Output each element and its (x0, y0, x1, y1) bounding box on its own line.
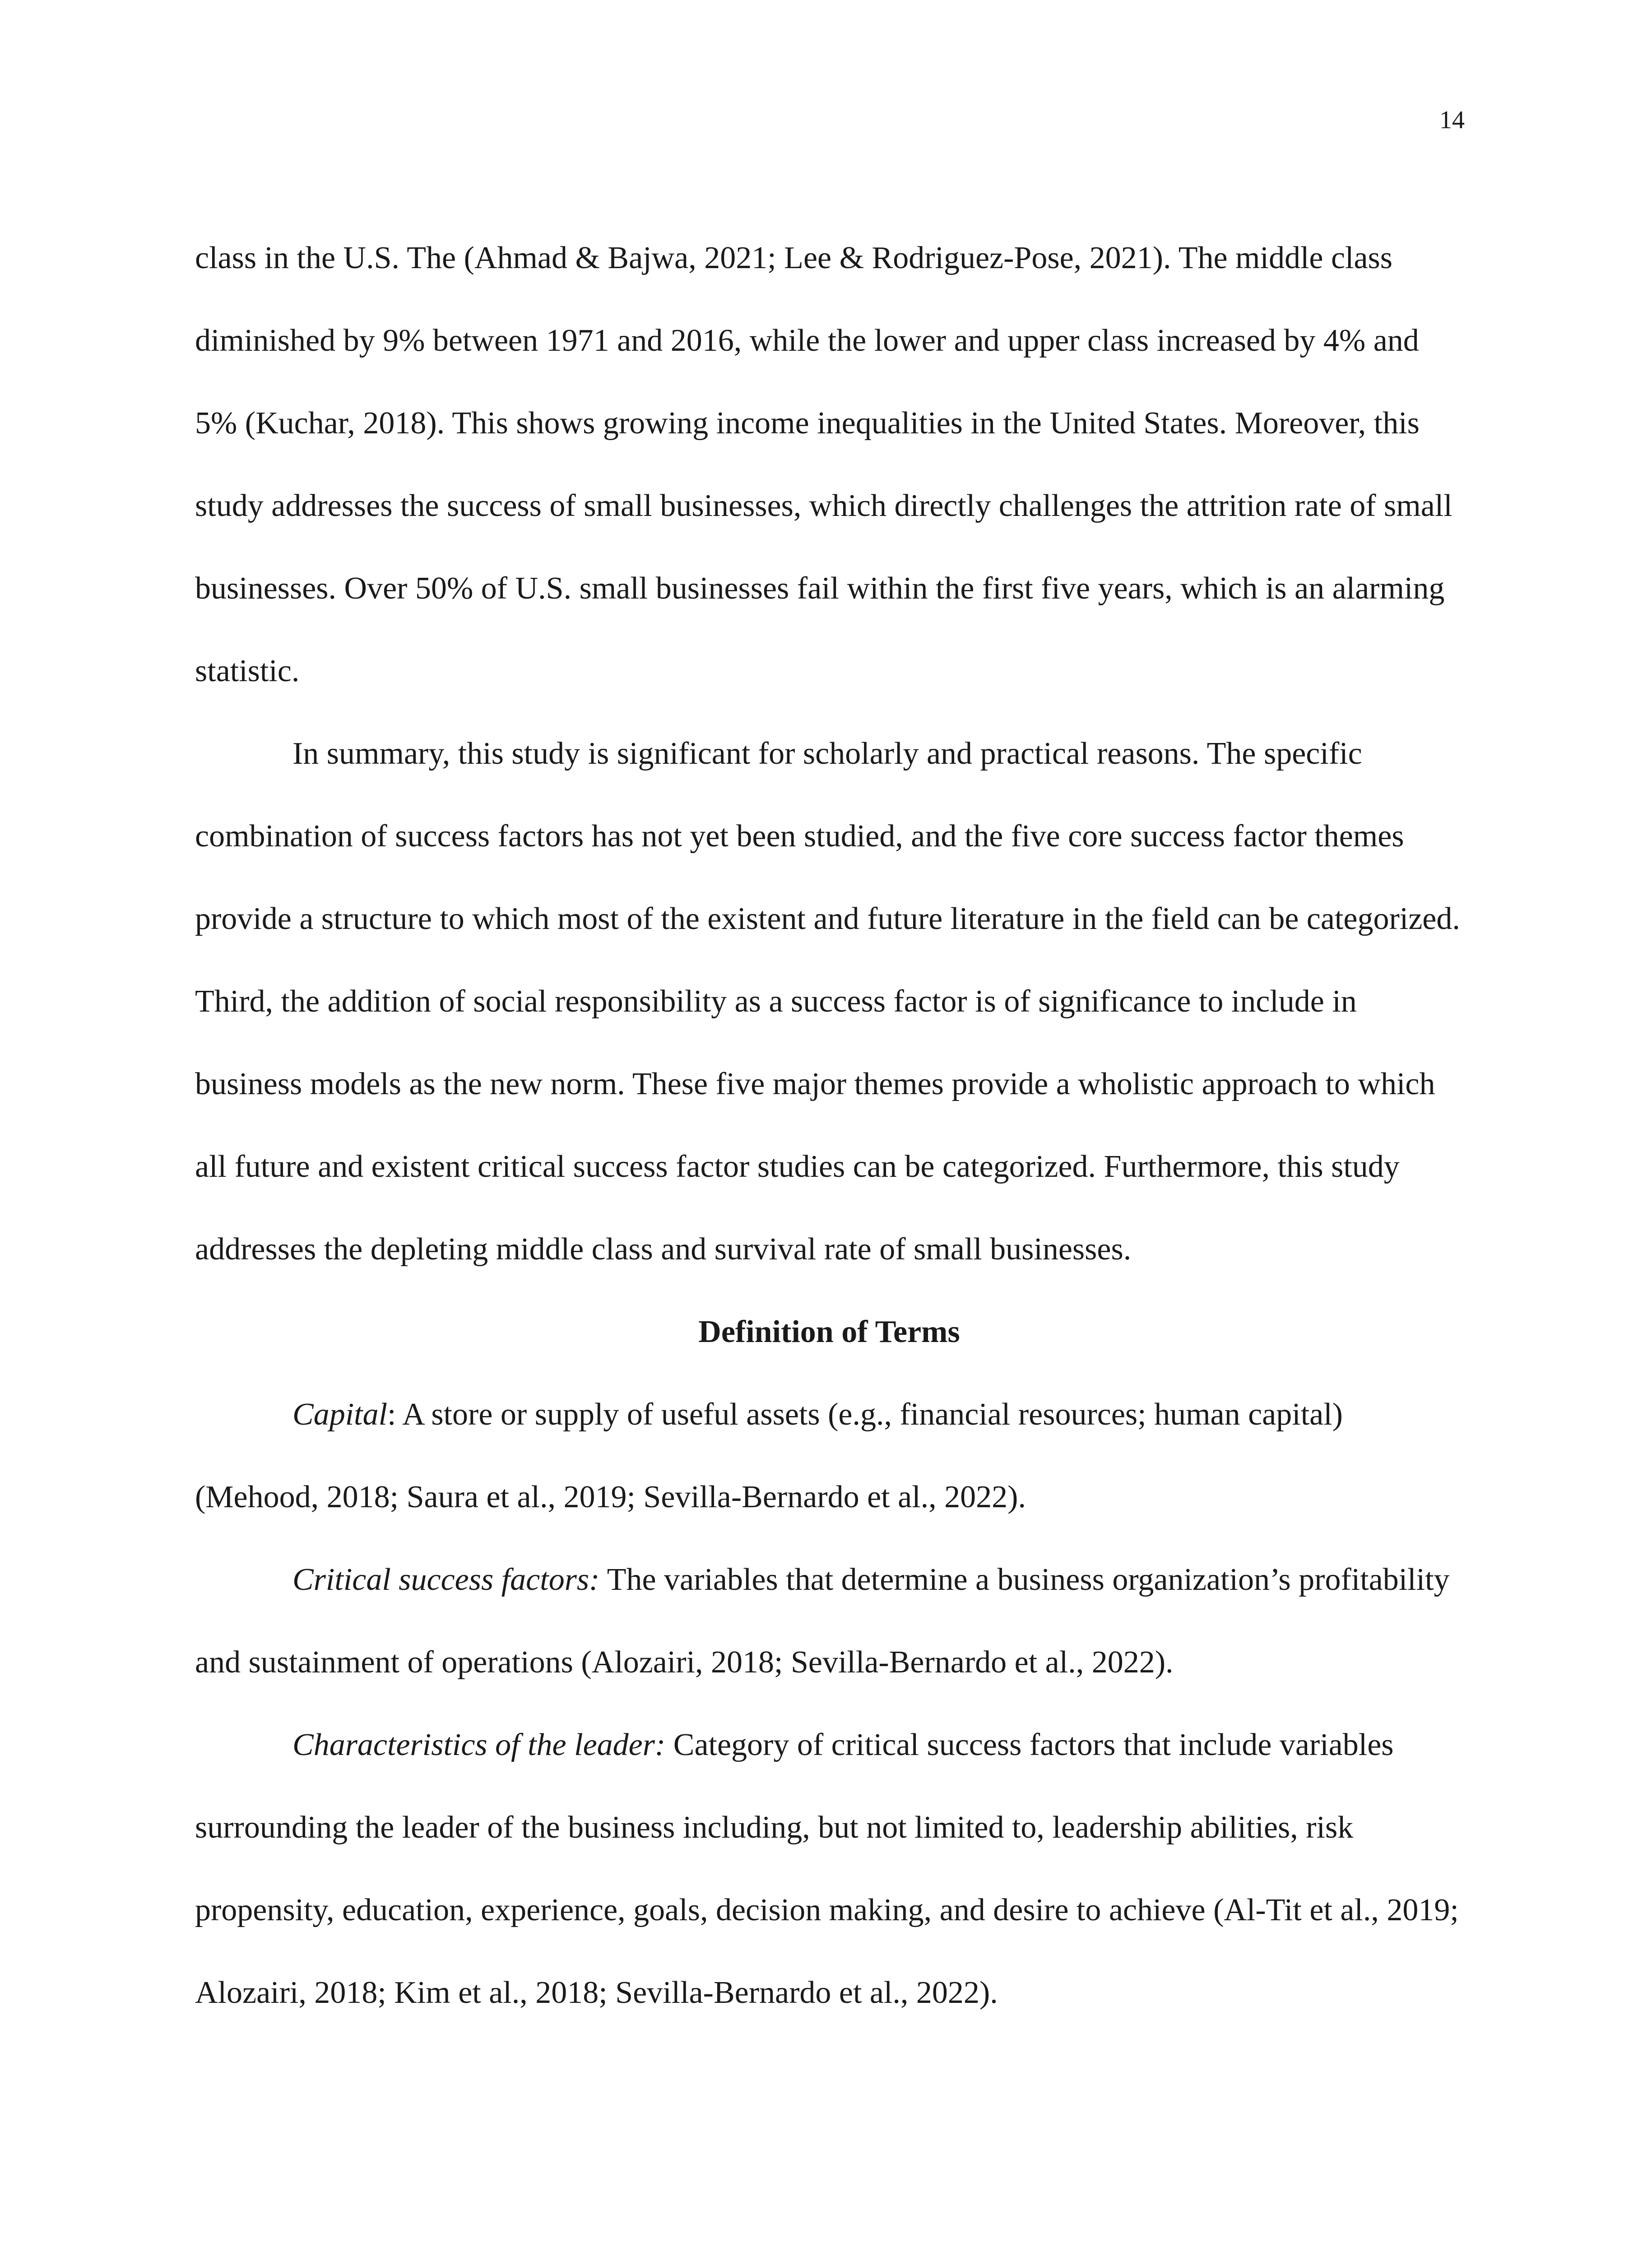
paragraph: In summary, this study is significant for scholarly and practical reasons. The specific combination of success factors has not yet been studied, and the five core success factor themes provide a structure to which most of the existent and future literature in the field can be categorized. Third, the addition of social responsibility as a success factor is of significance to include in business models as the new norm. These five major themes provide a wholistic approach to which all future and existent critical success factor studies can be categorized. Furthermore, this study addresses the depleting middle class and survival rate of small businesses. (195, 736, 1460, 1267)
definition-text: Category of critical success factors that include variables surrounding the leader of the business including, but not limited to, leadership abilities, risk propensity, education, experience, goals, decision making, and desire to achieve (Al-Tit et al., 2019; Alozairi, 2018; Kim et al., 2018; Sevilla-Bernardo et al., 2022). (195, 1728, 1459, 2010)
definition-text: The variables that determine a business organization’s profitability and sustainment of operations (Alozairi, 2018; Sevilla-Bernardo et al., 2022). (195, 1562, 1450, 1680)
definition-term: Critical success factors: (292, 1562, 600, 1597)
definition-term: Characteristics of the leader: (292, 1728, 666, 1762)
definition-text: A store or supply of useful assets (e.g., financial resources; human capital) (Mehood, 2018; Saura et al., 2019; Sevilla-Bernardo et al., 2022). (195, 1397, 1343, 1514)
definition-critical-success-factors (195, 1538, 1463, 1704)
document-body (195, 217, 1463, 2034)
section-heading: Definition of Terms (698, 1314, 960, 1349)
definition-separator: : (387, 1397, 396, 1432)
paragraph: class in the U.S. The (Ahmad & Bajwa, 2021; Lee & Rodriguez-Pose, 2021). The middle class diminished by 9% between 1971 and 2016, while the lower and upper class increased by 4% and 5% (Kuchar, 2018). This shows growing income inequalities in the United States. Moreover, this study addresses the success of small businesses, which directly challenges the attrition rate of small businesses. Over 50% of U.S. small businesses fail within the first five years, which is an alarming statistic. (195, 241, 1452, 688)
definition-capital (195, 1373, 1463, 1538)
definition-term: Capital (292, 1397, 388, 1432)
page-number: 14 (1439, 106, 1465, 134)
definition-characteristics-of-leader (195, 1704, 1463, 2034)
